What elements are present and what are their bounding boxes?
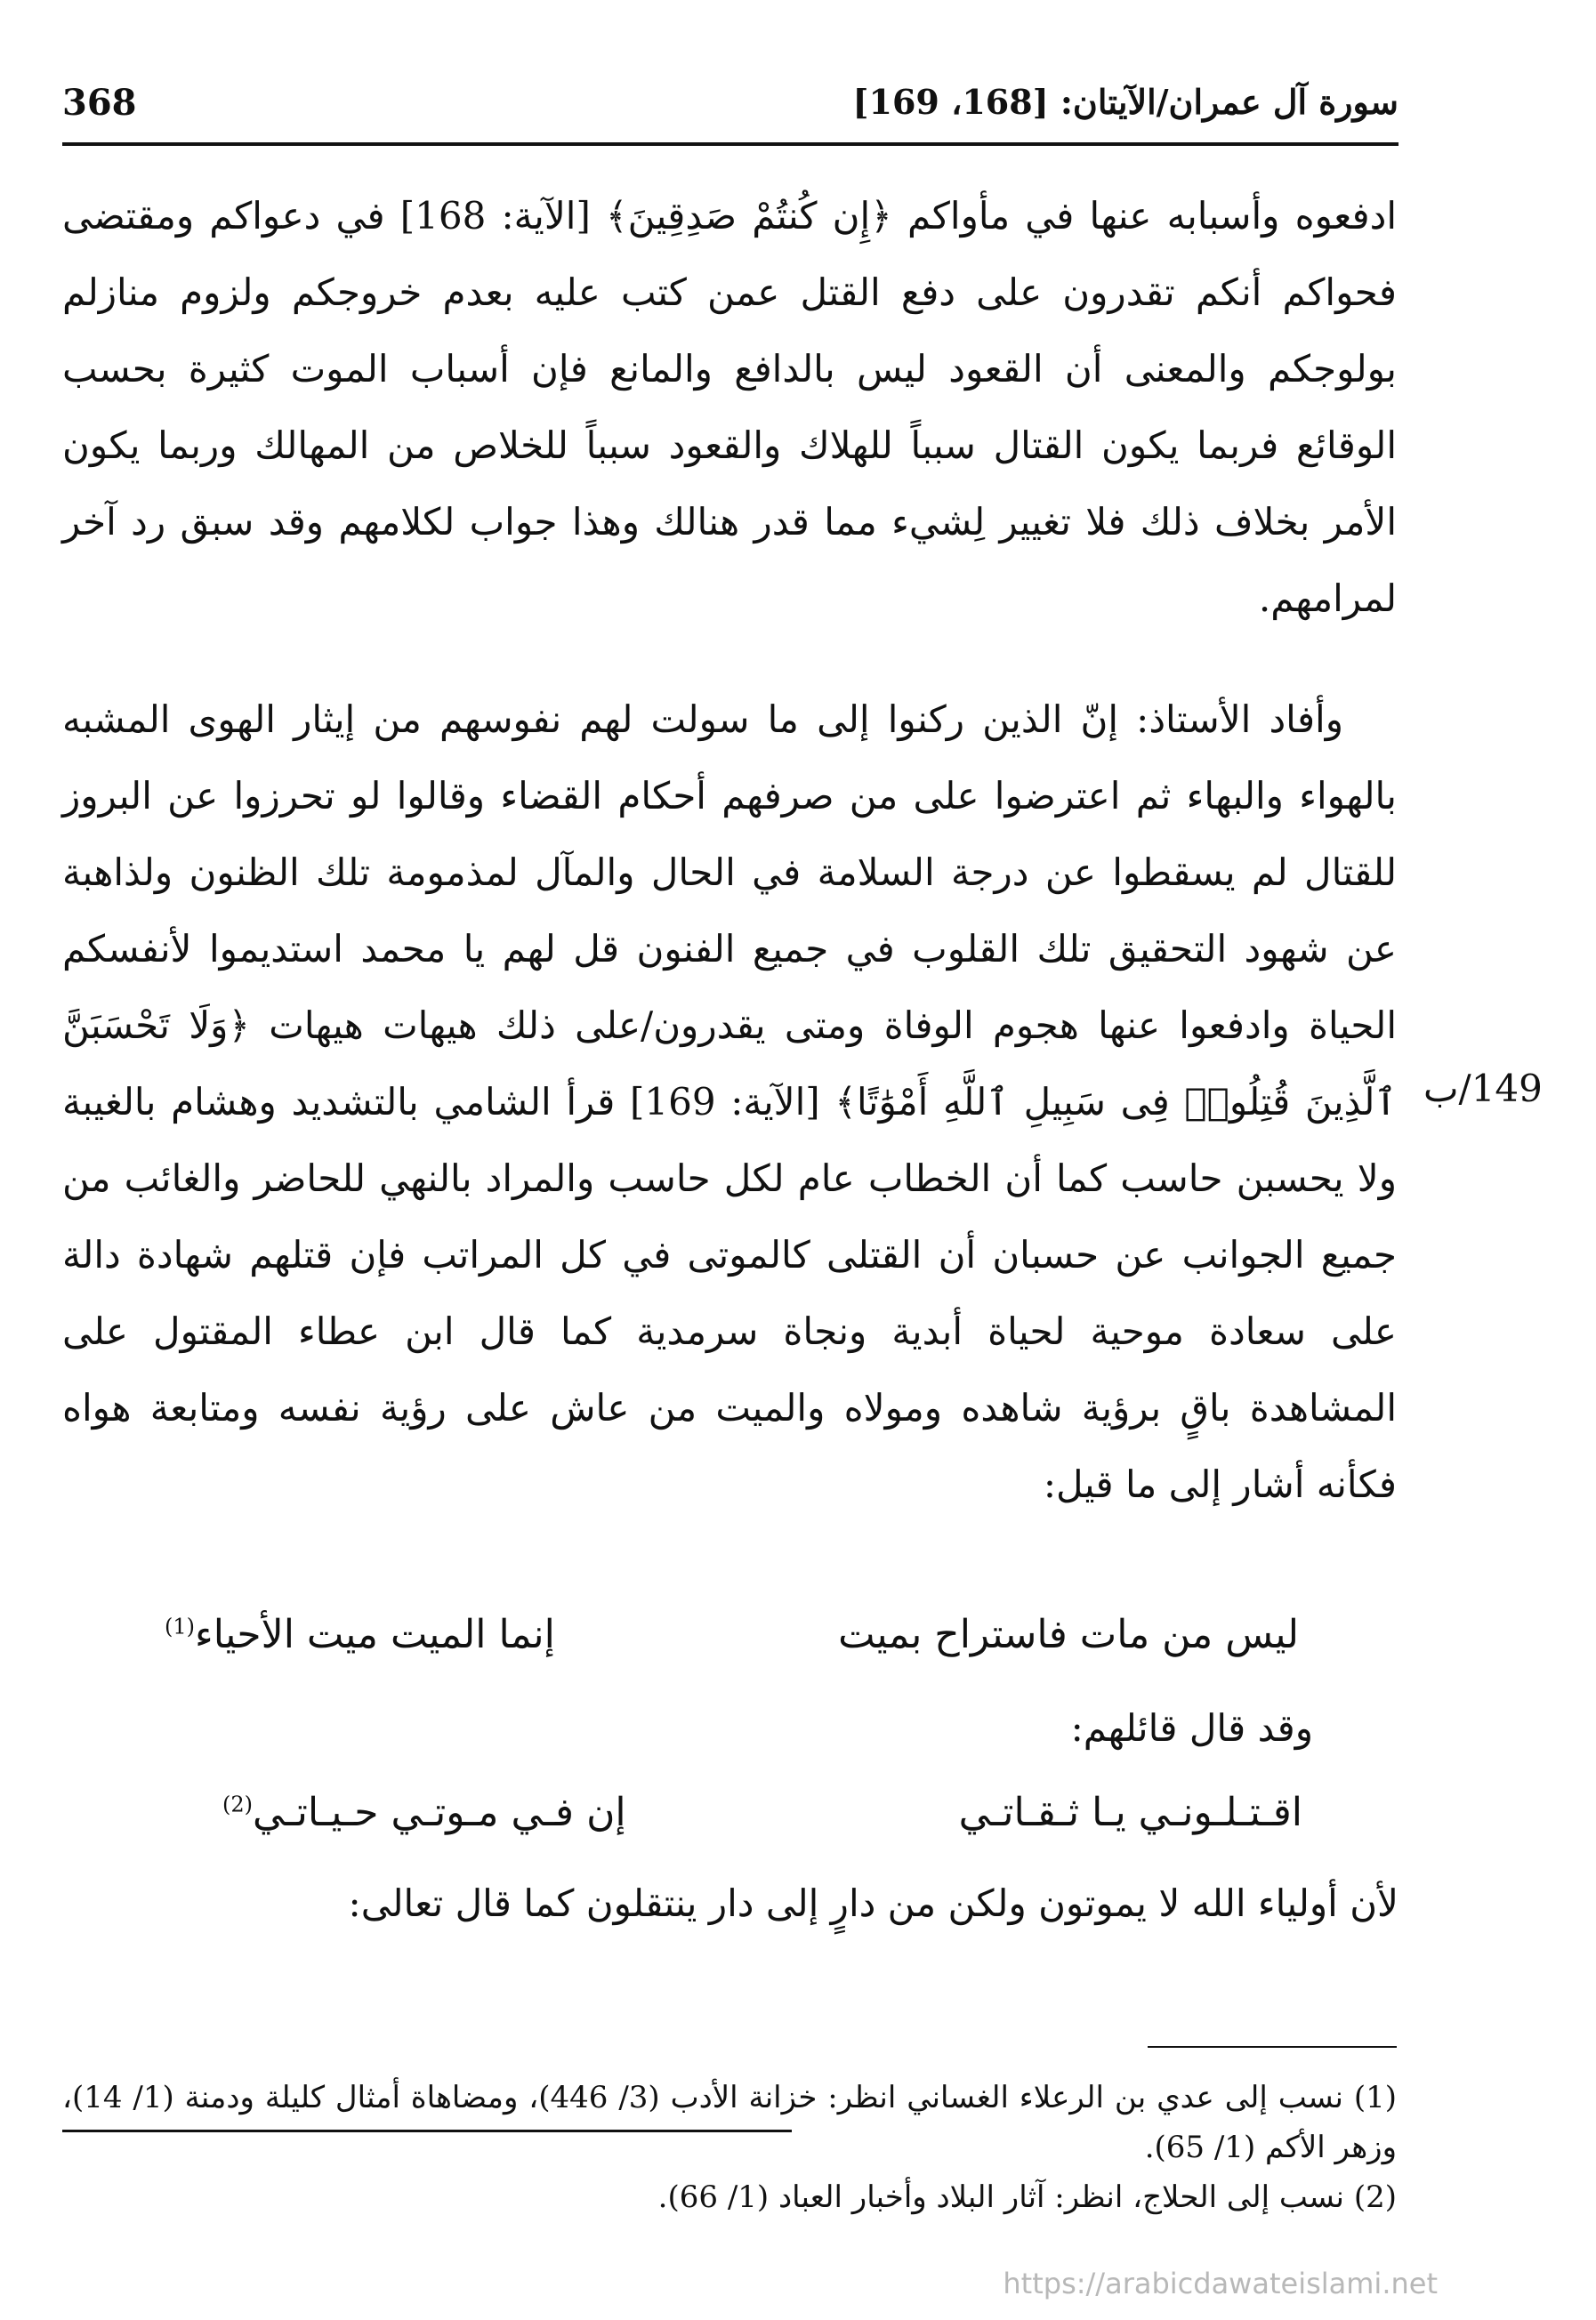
closing-line: لأن أولياء الله لا يموتون ولكن من دارٍ إلى دار ينتقلون كما قال تعالى: (348, 1881, 1399, 1925)
poem-1-hemistich-1: ليس من مات فاستراح بميت (838, 1612, 1299, 1657)
paragraph-2 (62, 681, 1397, 1523)
footnote-ref-2: (2) (222, 1792, 254, 1817)
footnotes (62, 2073, 1397, 2222)
header-rule (62, 142, 1399, 146)
footnote-ref-1: (1) (165, 1614, 196, 1639)
running-title: سورة آل عمران/الآيتان: [168، 169] (852, 82, 1399, 122)
page-number: 368 (62, 82, 137, 124)
watermark: https://arabicdawateislami.net (1003, 2267, 1438, 2300)
poem-2-intro: وقد قال قائلهم: (1070, 1706, 1313, 1750)
page-header (62, 82, 1399, 135)
paragraph-1: ادفعوه وأسبابه عنها في مأواكم ﴿إِن كُنتُمْ صَدِقِينَ﴾ [الآية: 168] في دعواكم ومقتضى فحواكم أنكم تقدرون على دفع القتل عمن كتب عليه بعدم خروجكم ولزوم منازلم بولوجكم والمعنى أن القعود ليس بالدافع والمانع فإن أسباب الموت كثيرة بحسب الوقائع فربما يكون القتال سبباً للهلاك والقعود سبباً للخلاص من المهالك وربما يكون الأمر بخلاف ذلك فلا تغيير لِشيء مما قدر هنالك وهذا جواب لكلامهم وقد سبق رد آخر لمرامهم. (62, 194, 1397, 620)
footnote-2: (2) نسب إلى الحلاج، انظر: آثار البلاد وأخبار العباد (1/ 66). (657, 2179, 1397, 2215)
footnote-underline (62, 2130, 792, 2132)
footnote-separator (1148, 2046, 1397, 2048)
poem-1-hemistich-2-text: إنما الميت ميت الأحياء (195, 1612, 555, 1657)
poem-2-hemistich-1: اقـتـلـونـي يـا ثـقـاتـي (958, 1790, 1302, 1835)
footnote-1: (1) نسب إلى عدي بن الرعلاء الغساني انظر: خزانة الأدب (3/ 446)، ومضاهاة أمثال كليلة ودمنة (1/ 14)، وزهر الأكم (1/ 65). (62, 2080, 1398, 2165)
poem-1-hemistich-2 (165, 1612, 555, 1657)
poem-2-hemistich-2-text: إن فـي مـوتـي حـيـاتـي (253, 1790, 626, 1835)
paragraph-2-text: وأفاد الأستاذ: إنّ الذين ركنوا إلى ما سولت لهم نفوسهم من إيثار الهوى المشبه بالهواء والبهاء ثم اعترضوا على من صرفهم أحكام القضاء وقالوا لو تحرزوا عن البروز للقتال لم يسقطوا عن درجة السلامة في الحال والمآل لمذمومة تلك الظنون ولذاهبة عن شهود التحقيق تلك القلوب في جميع الفنون قل لهم يا محمد استديموا لأنفسكم الحياة وادفعوا عنها هجوم الوفاة ومتى يقدرون/على ذلك هيهات هيهات ﴿وَلَا تَحْسَبَنَّ ٱلَّذِينَ قُتِلُوا۟ فِى سَبِيلِ ٱللَّهِ أَمْوَٰتًا﴾ [الآية: 169] قرأ الشامي بالتشديد وهشام بالغيبة ولا يحسبن حاسب كما أن الخطاب عام لكل حاسب والمراد بالنهي للحاضر والغائب من جميع الجوانب عن حسبان أن القتلى كالموتى في كل المراتب فإن قتلهم شهادة دالة على سعادة موحية لحياة أبدية ونجاة سرمدية كما قال ابن عطاء المقتول على المشاهدة باقٍ برؤية شاهده ومولاه والميت من عاش على رؤية نفسه ومتابعة هواه فكأنه أشار إلى ما قيل: (62, 697, 1397, 1506)
manuscript-folio-note: 149/ب (1423, 1067, 1543, 1110)
poem-2-hemistich-2 (222, 1790, 626, 1835)
